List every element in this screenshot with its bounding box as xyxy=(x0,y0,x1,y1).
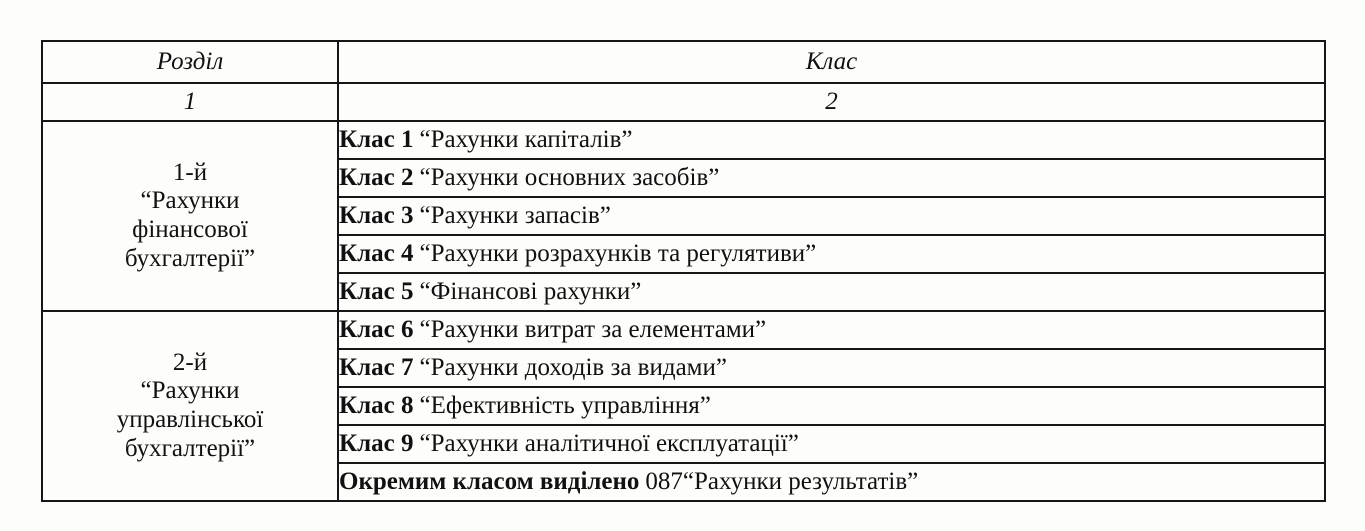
class-title: “Рахунки витрат за елементами” xyxy=(419,315,767,343)
class-prefix: Клас 9 xyxy=(339,429,414,457)
section-line: бухгалтерії” xyxy=(124,434,256,462)
class-cell xyxy=(338,159,1325,197)
section-cell-financial xyxy=(42,121,338,311)
class-prefix: Клас 2 xyxy=(339,163,414,191)
class-cell xyxy=(338,425,1325,463)
class-cell xyxy=(338,273,1325,311)
section-line: 1-й xyxy=(172,158,208,186)
class-prefix: Клас 7 xyxy=(339,353,414,381)
accounts-classes-table xyxy=(41,40,1326,502)
class-cell xyxy=(338,311,1325,349)
section-line: “Рахунки xyxy=(140,187,240,215)
header-row xyxy=(42,41,1325,83)
class-title: “Фінансові рахунки” xyxy=(419,277,642,305)
header-class: Клас xyxy=(338,41,1325,83)
class-title: “Рахунки доходів за видами” xyxy=(419,353,727,381)
section-line: 2-й xyxy=(172,348,208,376)
class-title: “Ефективність управління” xyxy=(419,391,711,419)
class-prefix: Клас 4 xyxy=(339,239,414,267)
class-prefix: Клас 5 xyxy=(339,277,414,305)
class-prefix: Клас 6 xyxy=(339,315,414,343)
class-title: “Рахунки капіталів” xyxy=(419,125,633,153)
header-section: Розділ xyxy=(42,41,338,83)
class-cell xyxy=(338,349,1325,387)
class-prefix: Клас 8 xyxy=(339,391,414,419)
section-line: бухгалтерії” xyxy=(124,244,256,272)
class-prefix: Окремим класом виділено xyxy=(339,467,640,495)
section-line: “Рахунки xyxy=(140,377,240,405)
column-number-row xyxy=(42,83,1325,121)
column-number-section: 1 xyxy=(42,83,338,121)
class-title: 087“Рахунки результатів” xyxy=(645,467,919,495)
class-cell xyxy=(338,387,1325,425)
class-title: “Рахунки запасів” xyxy=(419,201,611,229)
table-row xyxy=(42,311,1325,349)
class-cell xyxy=(338,197,1325,235)
section-line: управлінської xyxy=(116,406,264,433)
class-cell xyxy=(338,235,1325,273)
section-line: фінансової xyxy=(132,216,248,243)
class-title: “Рахунки розрахунків та регулятиви” xyxy=(419,239,817,267)
class-cell xyxy=(338,463,1325,501)
class-title: “Рахунки основних засобів” xyxy=(419,163,720,191)
table-row xyxy=(42,121,1325,159)
class-cell xyxy=(338,121,1325,159)
class-prefix: Клас 1 xyxy=(339,125,414,153)
section-cell-management xyxy=(42,311,338,501)
class-title: “Рахунки аналітичної експлуатації” xyxy=(419,429,799,457)
class-prefix: Клас 3 xyxy=(339,201,414,229)
column-number-class: 2 xyxy=(338,83,1325,121)
